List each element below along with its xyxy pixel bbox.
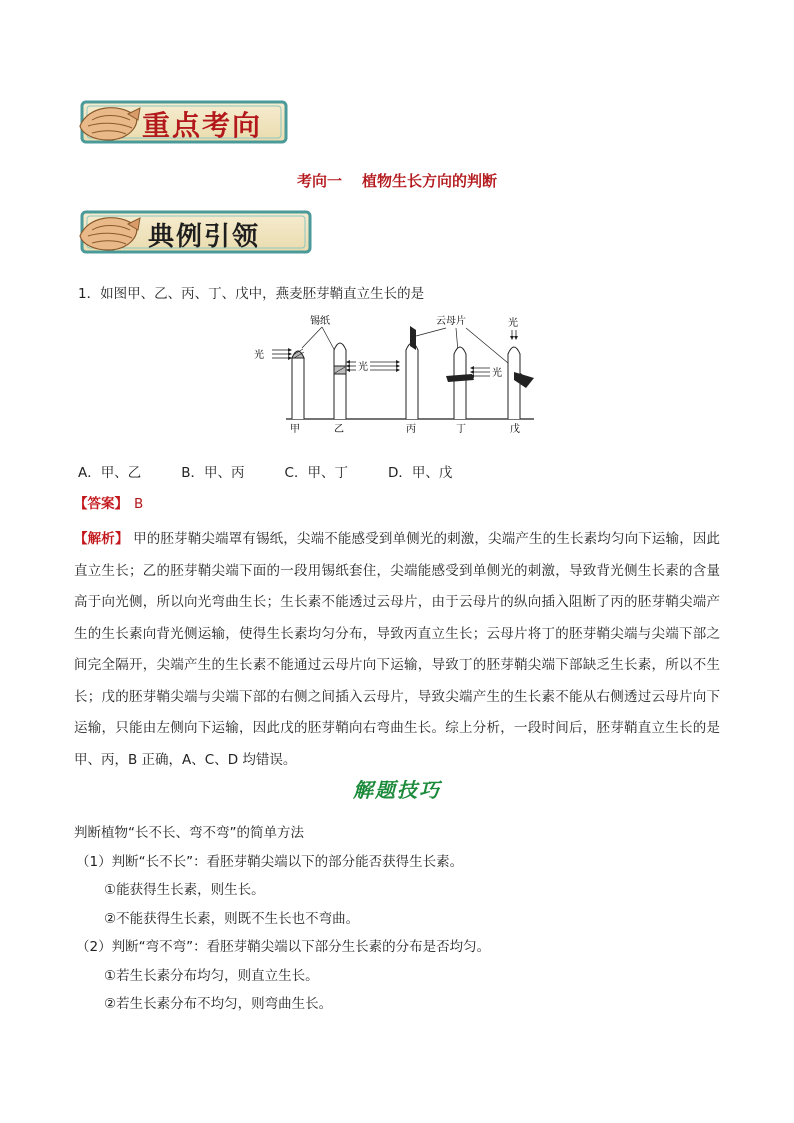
answer-value: B xyxy=(134,496,144,512)
mica-label: 云母片 xyxy=(436,316,466,327)
answer-line xyxy=(74,492,143,512)
tin-foil-label: 锡纸 xyxy=(310,316,330,327)
analysis-label: 【解析】 xyxy=(74,531,129,547)
label-jia: 甲 xyxy=(290,424,300,435)
tips-list xyxy=(74,819,490,1019)
tips-line-2a: ①若生长素分布均匀，则直立生长。 xyxy=(104,967,319,984)
question-text: 1．如图甲、乙、丙、丁、戊中，燕麦胚芽鞘直立生长的是 xyxy=(78,286,425,302)
tips-line-2b: ②若生长素分布不均匀，则弯曲生长。 xyxy=(104,996,333,1012)
coleoptile-yi xyxy=(334,343,346,419)
section-subtitle xyxy=(0,170,794,191)
section-banner-examples xyxy=(78,206,314,258)
option-a: A．甲、乙 xyxy=(78,465,142,481)
analysis-text: 甲的胚芽鞘尖端罩有锡纸，尖端不能感受到单侧光的刺激，尖端产生的生长素均匀向下运输，因此直立生长；乙的胚芽鞘尖端下面的一段用锡纸套住，尖端能感受到单侧光的刺激，导致背光侧生长素的含量高于向光侧，所以向光弯曲生长；生长素不能透过云母片，由于云母片的纵向插入阻断了丙的胚芽鞘尖端产生的生长素向背光侧运输，使得生长素均匀分布，导致丙直立生长；云母片将丁的胚芽鞘尖端与尖端下部之间完全隔开，尖端产生的生长素不能通过云母片向下运输，导致丁的胚芽鞘尖端下部缺乏生长素，所以不生长；戊的胚芽鞘尖端与尖端下部的右侧之间插入云母片，导致尖端产生的生长素不能从右侧透过云母片向下运输，只能由左侧向下运输，因此戊的胚芽鞘向右弯曲生长。综上分析，一段时间后，胚芽鞘直立生长的是甲、丙，B 正确，A、C、D 均错误。 xyxy=(74,531,721,768)
label-wu: 戊 xyxy=(510,424,520,435)
tips-line-intro: 判断植物“长不长、弯不弯”的简单方法 xyxy=(74,825,304,841)
coleoptile-jia xyxy=(292,349,304,419)
tips-line-1b: ②不能获得生长素，则既不生长也不弯曲。 xyxy=(104,910,360,927)
light-arrows-left-ding xyxy=(470,366,490,378)
subtitle-part2: 植物生长方向的判断 xyxy=(362,172,498,190)
section-banner-key-directions xyxy=(78,96,290,148)
subtitle-part1: 考向一 xyxy=(296,172,342,190)
label-ding: 丁 xyxy=(456,424,466,435)
light-label-2: 光 xyxy=(358,362,368,373)
coleoptile-bing xyxy=(406,326,418,419)
light-arrows-left-jia xyxy=(272,348,292,360)
coleoptile-ding xyxy=(446,347,474,419)
banner-title: 典例引领 xyxy=(148,222,261,252)
tips-title: 解题技巧 xyxy=(353,778,441,802)
label-yi: 乙 xyxy=(334,424,344,435)
analysis-paragraph xyxy=(74,524,720,776)
tips-line-1: （1）判断“长不长”：看胚芽鞘尖端以下的部分能否获得生长素。 xyxy=(76,853,464,870)
light-arrows-right-yi xyxy=(346,360,356,372)
answer-options xyxy=(78,461,718,481)
label-bing: 丙 xyxy=(406,424,416,435)
option-c: C．甲、丁 xyxy=(284,465,348,481)
light-label-3: 光 xyxy=(492,368,502,379)
coleoptile-wu xyxy=(508,347,534,419)
light-label-4: 光 xyxy=(508,318,518,329)
light-arrows-left-yi xyxy=(370,360,400,372)
coleoptile-figure xyxy=(250,314,550,440)
banner-title: 重点考向 xyxy=(142,109,263,142)
light-arrows-down-wu xyxy=(510,330,518,340)
option-b: B．甲、丙 xyxy=(181,465,245,481)
answer-label: 【答案】 xyxy=(74,496,128,512)
option-d: D．甲、戊 xyxy=(387,465,453,481)
tips-line-2: （2）判断“弯不弯”：看胚芽鞘尖端以下部分生长素的分布是否均匀。 xyxy=(76,939,491,955)
tips-line-1a: ①能获得生长素，则生长。 xyxy=(104,882,265,898)
light-label-1: 光 xyxy=(254,350,264,361)
